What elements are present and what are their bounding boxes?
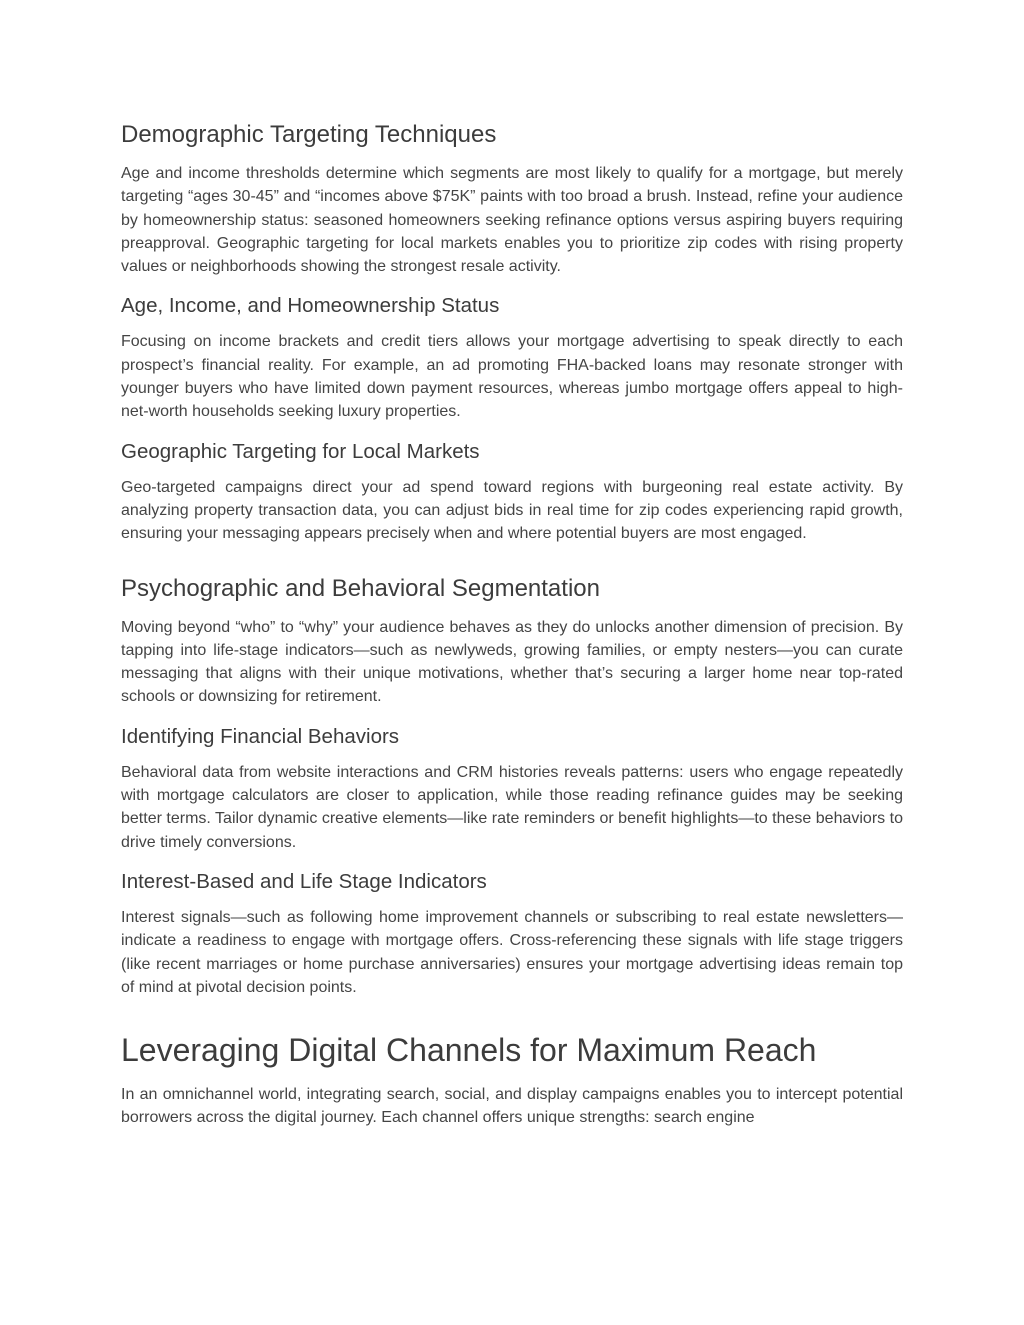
subsection-heading-age-income: Age, Income, and Homeownership Status — [121, 294, 500, 318]
subsection-heading-interest-life-stage: Interest-Based and Life Stage Indicators — [121, 869, 487, 893]
section-heading-demographic: Demographic Targeting Techniques — [121, 121, 497, 148]
section-intro-psychographic: Moving beyond “who” to “why” your audience behaves as they do unlocks another dimension of precision. By tapping into life-stage indicators—such as newlyweds, growing families, or empty nesters—you can curate messaging that aligns with their unique motivations, whether that’s securing a larger home near top-rated schools or downsizing for retirement. — [121, 618, 903, 706]
subsection-text-interest-life-stage: Interest signals—such as following home improvement channels or subscribing to real estate newsletters—indicate a readiness to engage with mortgage offers. Cross-referencing these signals with life stage triggers (like recent marriages or home purchase anniversaries) ensures your mortgage advertising ideas remain top of mind at pivotal decision points. — [121, 908, 903, 996]
chapter-text-digital-channels: In an omnichannel world, integrating search, social, and display campaigns enables you to intercept potential borrowers across the digital journey. Each channel offers unique strengths: search engine — [121, 1086, 903, 1127]
subsection-text-geographic: Geo-targeted campaigns direct your ad spend toward regions with burgeoning real estate activity. By analyzing property transaction data, you can adjust bids in real time for zip codes experiencing rapid growth, ensuring your messaging appears precisely when and where potential buyers are most engaged. — [121, 478, 903, 543]
subsection-heading-financial-behaviors: Identifying Financial Behaviors — [121, 724, 400, 748]
subsection-text-age-income: Focusing on income brackets and credit tiers allows your mortgage advertising to speak directly to each prospect’s financial reality. For example, an ad promoting FHA-backed loans may resonate stronger with younger buyers who have limited down payment resources, whereas jumbo mortgage offers appeal to high-net-worth households seeking luxury properties. — [121, 333, 903, 421]
subsection-heading-geographic: Geographic Targeting for Local Markets — [121, 439, 480, 463]
section-intro-demographic: Age and income thresholds determine which segments are most likely to qualify for a mortgage, but merely targeting “ages 30-45” and “incomes above $75K” paints with too broad a brush. Instead, refine your audience by homeownership status: seasoned homeowners seeking refinance options versus aspiring buyers requiring preapproval. Geographic targeting for local markets enables you to prioritize zip codes with rising property values or neighborhoods showing the strongest resale activity. — [121, 165, 903, 276]
chapter-heading-digital-channels: Leveraging Digital Channels for Maximum Reach — [121, 1032, 817, 1069]
document-page — [121, 118, 903, 1144]
subsection-text-financial-behaviors: Behavioral data from website interactions and CRM histories reveals patterns: users who engage repeatedly with mortgage calculators are closer to application, while those reading refinance guides may be seeking better terms. Tailor dynamic creative elements—like rate reminders or benefit highlights—to these behaviors to drive timely conversions. — [121, 763, 903, 851]
section-heading-psychographic: Psychographic and Behavioral Segmentation — [121, 574, 600, 602]
